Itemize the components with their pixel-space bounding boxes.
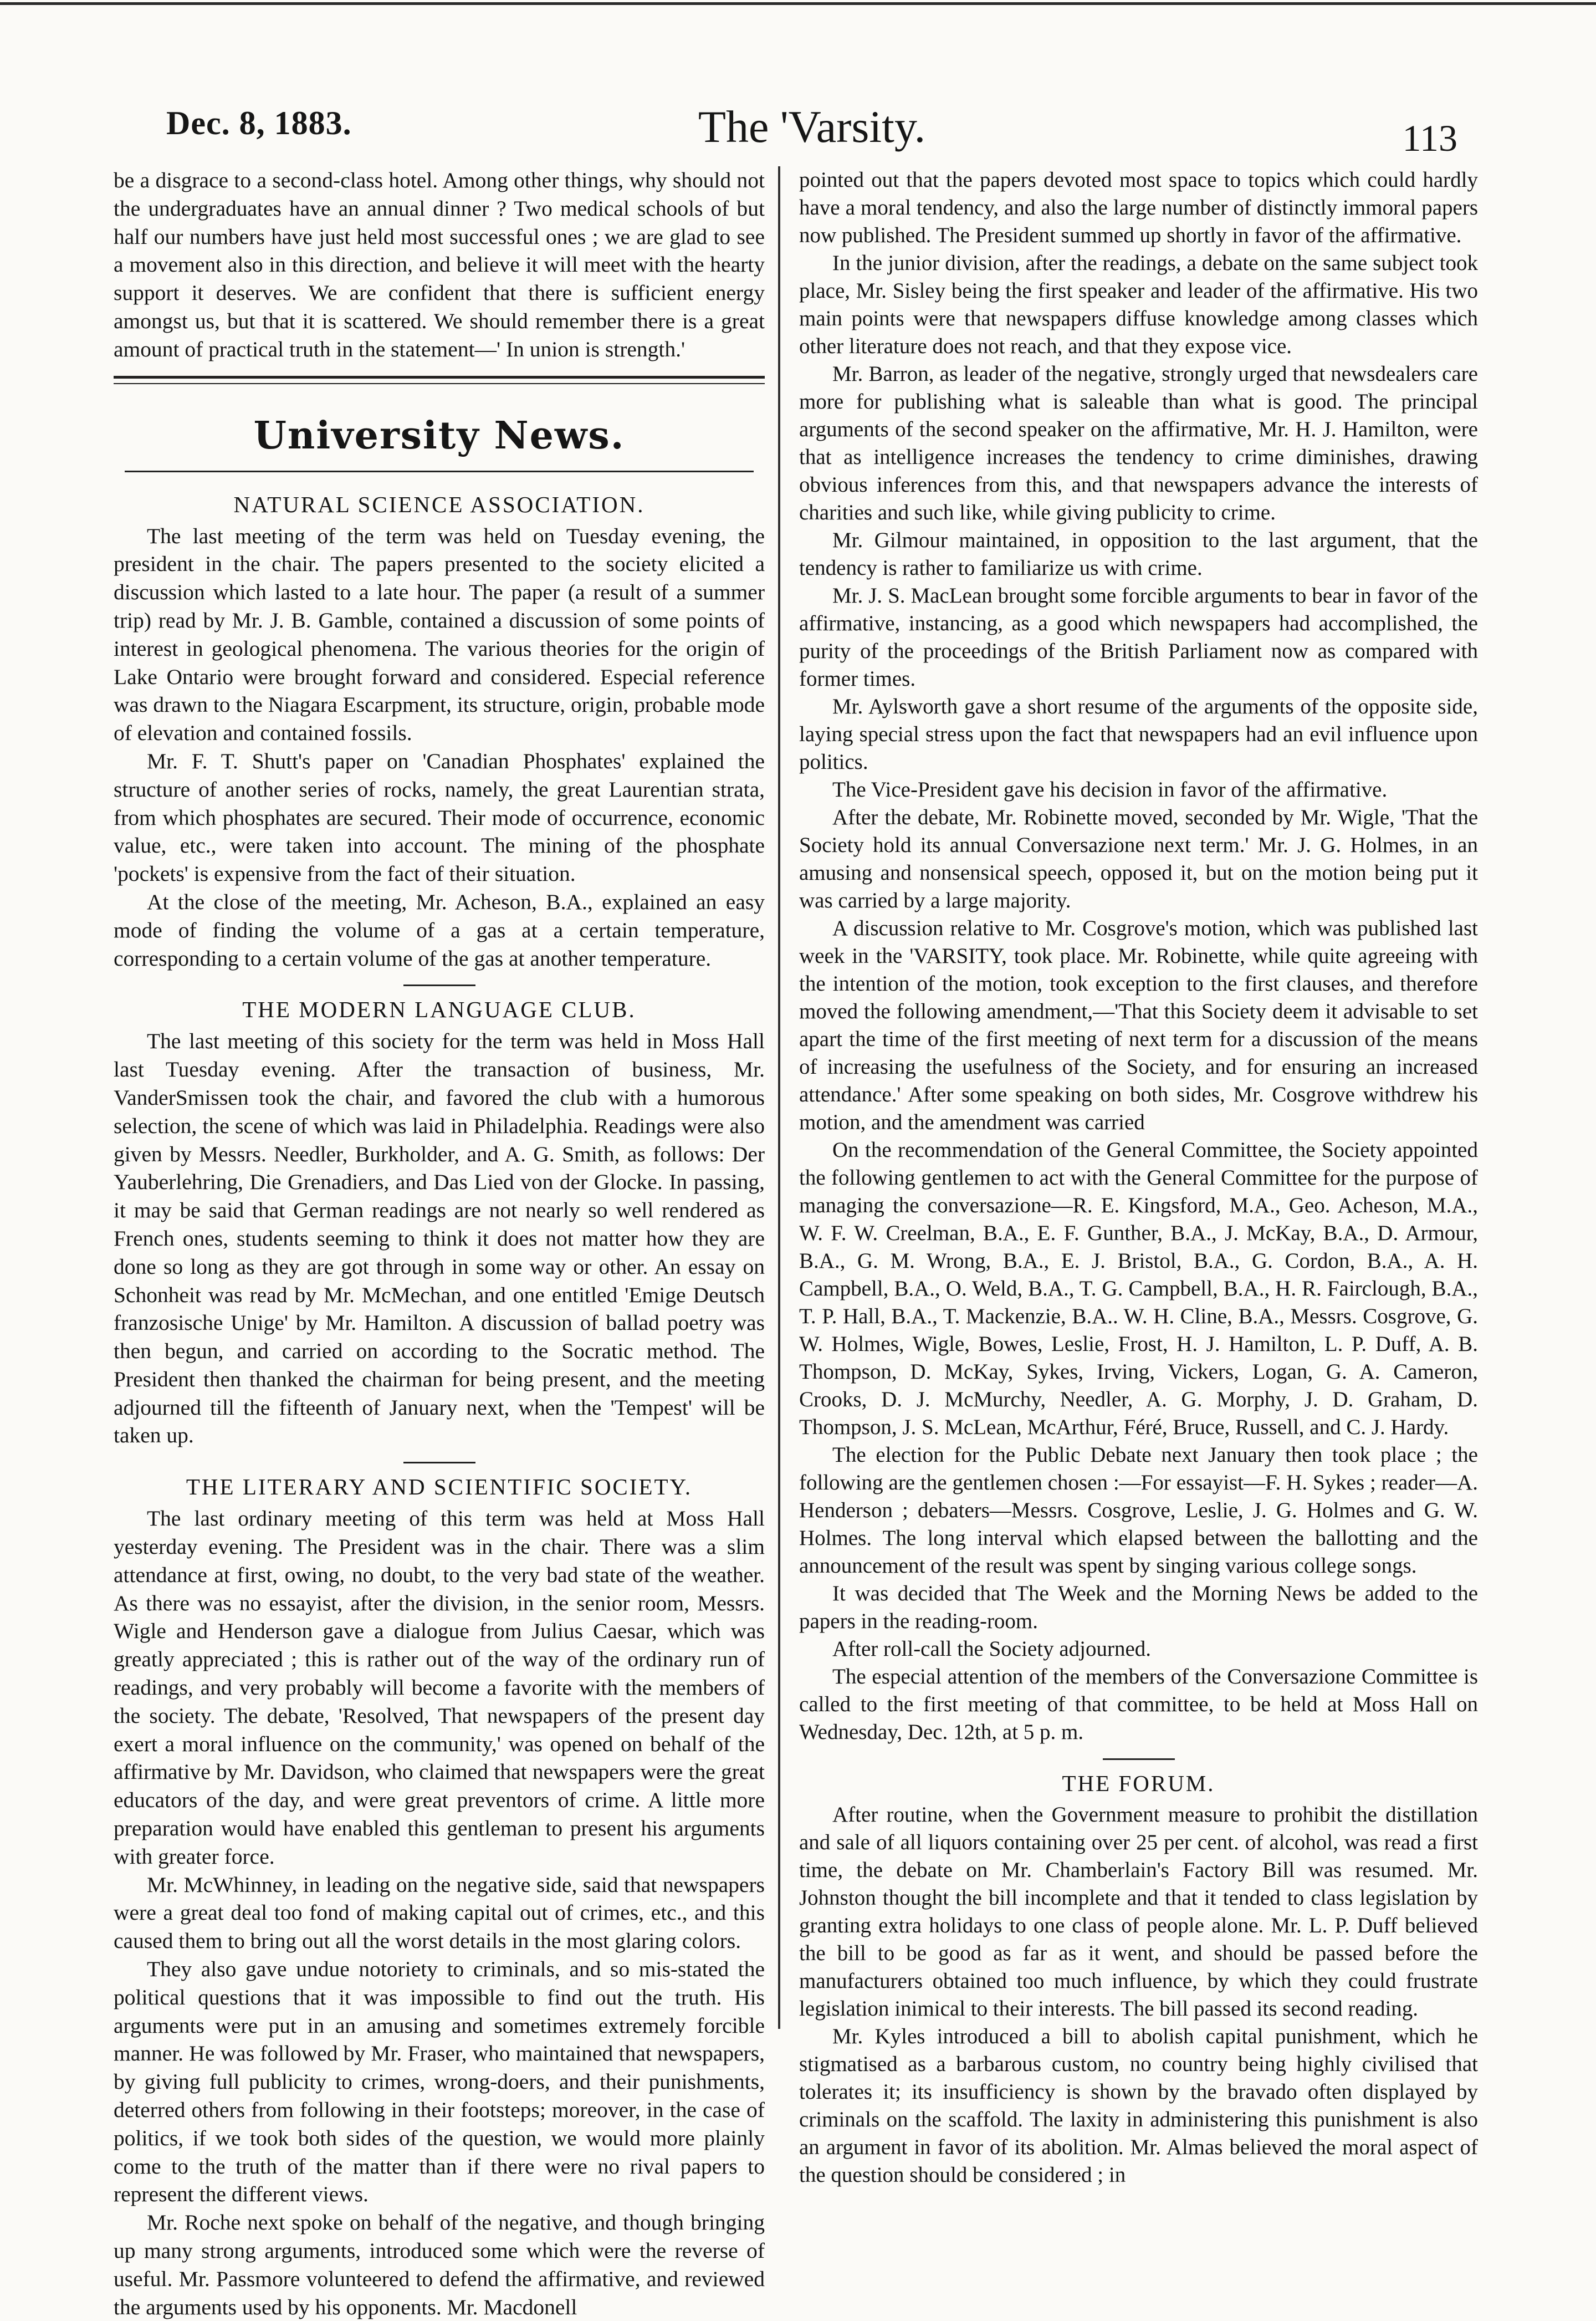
right-column xyxy=(799,166,1478,2189)
article-paragraph: Mr. Kyles introduced a bill to abolish capital punishment, which he stigmatised as a barbarous custom, no country being highly civilised that tolerates it; its insufficiency is shown by the bravado often displayed by criminals on the scaffold. The laxity in administering this punishment is also an argument in favor of its abolition. Mr. Almas believed the moral aspect of the question should be considered ; in xyxy=(799,2024,1478,2187)
article-paragraph: Mr. Gilmour maintained, in opposition to the last argument, that the tendency is rather to familiarize us with crime. xyxy=(799,528,1478,580)
article-paragraph: After the debate, Mr. Robinette moved, seconded by Mr. Wigle, 'That the Society hold its annual Conversazione next term.' Mr. J. G. Holmes, in an amusing and nonsensical speech, opposed it, but on the motion being put it was carried by a large majority. xyxy=(799,805,1478,912)
literary-society-heading: THE LITERARY AND SCIENTIFIC SOCIETY. xyxy=(186,1474,693,1500)
article-paragraph: On the recommendation of the General Committee, the Society appointed the following gentlemen to act with the General Committee for the purpose of managing the conversazione—R. E. Kingsford, M.A., Geo. Acheson, M.A., W. F. W. Creelman, B.A., E. F. Gunther, B.A., J. McKay, B.A., D. Armour, B.A., G. M. Wrong, B.A., E. J. Bristol, B.A., G. Cordon, B.A., A. H. Campbell, B.A., O. Weld, B.A., T. G. Campbell, B.A., H. R. Fairclough, B.A., T. P. Hall, B.A., T. Mackenzie, B.A.. W. H. Cline, B.A., Messrs. Cosgrove, G. W. Holmes, Wigle, Bowes, Leslie, Frost, H. J. Hamilton, L. P. Duff, A. B. Thompson, D. McKay, Sykes, Irving, Vickers, Logan, G. A. Cameron, Crooks, D. J. McMurchy, Needler, A. G. Morphy, J. D. Graham, D. Thompson, J. S. McLean, McArthur, Féré, Bruce, Russell, and C. J. Hardy. xyxy=(799,1138,1478,1439)
top-edge-rule xyxy=(0,2,1596,5)
article-paragraph: Mr. Roche next spoke on behalf of the negative, and though bringing up many strong arguments, introduced some which were the reverse of useful. Mr. Passmore volunteered to defend the affirmative, and reviewed the arguments used by his opponents. Mr. Macdonell xyxy=(114,2210,765,2319)
article-paragraph: It was decided that The Week and the Morning News be added to the papers in the reading-room. xyxy=(799,1582,1478,1633)
newspaper-title: The 'Varsity. xyxy=(698,101,926,152)
article-paragraph: Mr. Aylsworth gave a short resume of the arguments of the opposite side, laying special stress upon the fact that newspapers had an evil influence upon politics. xyxy=(799,695,1478,774)
natural-science-heading: NATURAL SCIENCE ASSOCIATION. xyxy=(233,491,645,517)
continuation-paragraph: be a disgrace to a second-class hotel. Among other things, why should not the undergraduates have an annual dinner ? Two medical schools of but half our numbers have just held most successful ones ; we are glad to see a movement also in this direction, and believe it will meet with the hearty support it deserves. We are confident that there is sufficient energy amongst us, but that it is scattered. We should remember there is a great amount of practical truth in the statement—' In union is strength.' xyxy=(114,168,765,361)
article-paragraph: The last meeting of the term was held on Tuesday evening, the president in the chair. The papers presented to the society elicited a discussion which lasted to a late hour. The paper (a result of a summer trip) read by Mr. J. B. Gamble, contained a discussion of some points of interest in geological phenomena. The various theories for the origin of Lake Ontario were brought forward and considered. Especial reference was drawn to the Niagara Escarpment, its structure, origin, probable mode of elevation and contained fossils. xyxy=(114,523,765,746)
article-paragraph: At the close of the meeting, Mr. Acheson, B.A., explained an easy mode of finding the volume of a gas at a certain temperature, corresponding to a certain volume of the gas at another temperature. xyxy=(114,889,765,971)
page-number: 113 xyxy=(1402,117,1457,159)
modern-language-heading: THE MODERN LANGUAGE CLUB. xyxy=(242,997,636,1023)
article-separator xyxy=(403,1462,475,1463)
article-paragraph: Mr. McWhinney, in leading on the negative side, said that newspapers were a great deal too fond of making capital out of crimes, etc., and this caused them to bring out all the worst details in the most glaring colors. xyxy=(114,1872,765,1953)
issue-date: Dec. 8, 1883. xyxy=(166,105,352,141)
article-paragraph: The last ordinary meeting of this term was held at Moss Hall yesterday evening. The President was in the chair. There was a slim attendance at first, owing, no doubt, to the very bad state of the weather. As there was no essayist, after the division, in the senior room, Messrs. Wigle and Henderson gave a dialogue from Julius Caesar, which was greatly appreciated ; this is rather out of the way of the ordinary run of readings, and very probably will become a favorite with the members of the society. The debate, 'Resolved, That newspapers of the present day exert a moral influence on the community,' was opened on behalf of the affirmative by Mr. Davidson, who claimed that newspapers were the great educators of the day, and were great preventors of crime. A little more preparation would have enabled this gentleman to present his arguments with greater force. xyxy=(114,1506,765,1869)
article-paragraph: Mr. Barron, as leader of the negative, strongly urged that newsdealers care more for publishing what is saleable than what is good. The principal arguments of the second speaker on the affirmative, Mr. H. J. Hamilton, were that as intelligence increases the tendency to crime diminishes, drawing obvious inferences from this, and that newspapers advance the interests of charities and such like, while giving publicity to crime. xyxy=(799,362,1478,524)
article-paragraph: The Vice-President gave his decision in favor of the affirmative. xyxy=(832,778,1388,802)
article-paragraph: In the junior division, after the readings, a debate on the same subject took place, Mr. Sisley being the first speaker and leader of the affirmative. His two main points were that newspapers diffuse knowledge among classes which other literature does not reach, and that they expose vice. xyxy=(799,251,1478,358)
article-paragraph: The election for the Public Debate next January then took place ; the following are the gentlemen chosen :—For essayist—F. H. Sykes ; reader—A. Henderson ; debaters—Messrs. Cosgrove, Leslie, J. G. Holmes and G. W. Holmes. The long interval which elapsed between the ballotting and the announcement of the result was spent by singing various college songs. xyxy=(799,1443,1478,1578)
article-paragraph: The especial attention of the members of the Conversazione Committee is called to the first meeting of that committee, to be held at Moss Hall on Wednesday, Dec. 12th, at 5 p. m. xyxy=(799,1665,1478,1744)
forum-heading: THE FORUM. xyxy=(1062,1771,1215,1796)
section-title-rule xyxy=(125,471,754,472)
page-header xyxy=(166,94,1457,161)
column-divider xyxy=(778,166,780,2029)
section-title: University News. xyxy=(253,413,625,458)
article-paragraph: After roll-call the Society adjourned. xyxy=(832,1637,1152,1661)
article-paragraph: A discussion relative to Mr. Cosgrove's motion, which was published last week in the 'VARSITY, took place. Mr. Robinette, while quite agreeing with the intention of the motion, took exception to the first clauses, and therefore moved the following amendment,—'That this Society deem it advisable to set apart the time of the first meeting of next term for a discussion of the means of increasing the usefulness of the Society, and for ensuring an increased attendance.' After some speaking on both sides, Mr. Cosgrove withdrew his motion, and the amendment was carried xyxy=(799,916,1478,1134)
article-separator xyxy=(1103,1758,1175,1760)
article-paragraph: They also gave undue notoriety to criminals, and so mis-stated the political questions that it was impossible to find out the truth. His arguments were put in an amusing and sometimes extremely forcible manner. He was followed by Mr. Fraser, who maintained that newspapers, by giving full publicity to crimes, wrong-doers, and their punishments, deterred others from following in their footsteps; moreover, in the case of politics, if we took both sides of the question, we would more plainly come to the truth of the matter than if there were no rival papers to represent the different views. xyxy=(114,1957,765,2207)
article-paragraph: pointed out that the papers devoted most space to topics which could hardly have a moral tendency, and also the large number of distinctly immoral papers now published. The President summed up shortly in favor of the affirmative. xyxy=(799,168,1478,247)
article-separator xyxy=(403,984,475,986)
section-divider xyxy=(114,376,765,384)
article-paragraph: Mr. J. S. MacLean brought some forcible arguments to bear in favor of the affirmative, instancing, as a good which newspapers had accomplished, the purity of the proceedings of the British Parliament now as compared with former times. xyxy=(799,584,1478,691)
left-column xyxy=(114,166,765,2321)
article-paragraph: After routine, when the Government measure to prohibit the distillation and sale of all liquors containing over 25 per cent. of alcohol, was read a first time, the debate on Mr. Chamberlain's Factory Bill was resumed. Mr. Johnston thought the bill incomplete and that it tended to class legislation by granting extra holidays to one class of people alone. Mr. L. P. Duff believed the bill to be good as far as it went, and should be passed before the manufacturers obtained too much influence, by which they could frustrate legislation inimical to their interests. The bill passed its second reading. xyxy=(799,1803,1478,2021)
article-paragraph: The last meeting of this society for the term was held in Moss Hall last Tuesday evening. After the transaction of business, Mr. VanderSmissen took the chair, and favored the club with a humorous selection, the scene of which was laid in Philadelphia. Readings were also given by Messrs. Needler, Burkholder, and A. G. Smith, as follows: Der Yauberlehring, Die Grenadiers, and Das Lied von der Glocke. In passing, it may be said that German readings are not nearly so well rendered as French ones, students seeming to think it does not matter how they are done so long as they are got through in some way or other. An essay on Schonheit was read by Mr. McMechan, and one entitled 'Emige Deutsch franzosische Unige' by Mr. Hamilton. A discussion of ballad poetry was then begun, and carried on according to the Socratic method. The President then thanked the chairman for being present, and the meeting adjourned till the fifteenth of January next, when the 'Tempest' will be taken up. xyxy=(114,1029,765,1448)
article-paragraph: Mr. F. T. Shutt's paper on 'Canadian Phosphates' explained the structure of another series of rocks, namely, the great Laurentian strata, from which phosphates are secured. Their mode of occurrence, economic value, etc., were taken into account. The mining of the phosphate 'pockets' is expensive from the fact of their situation. xyxy=(114,748,765,886)
